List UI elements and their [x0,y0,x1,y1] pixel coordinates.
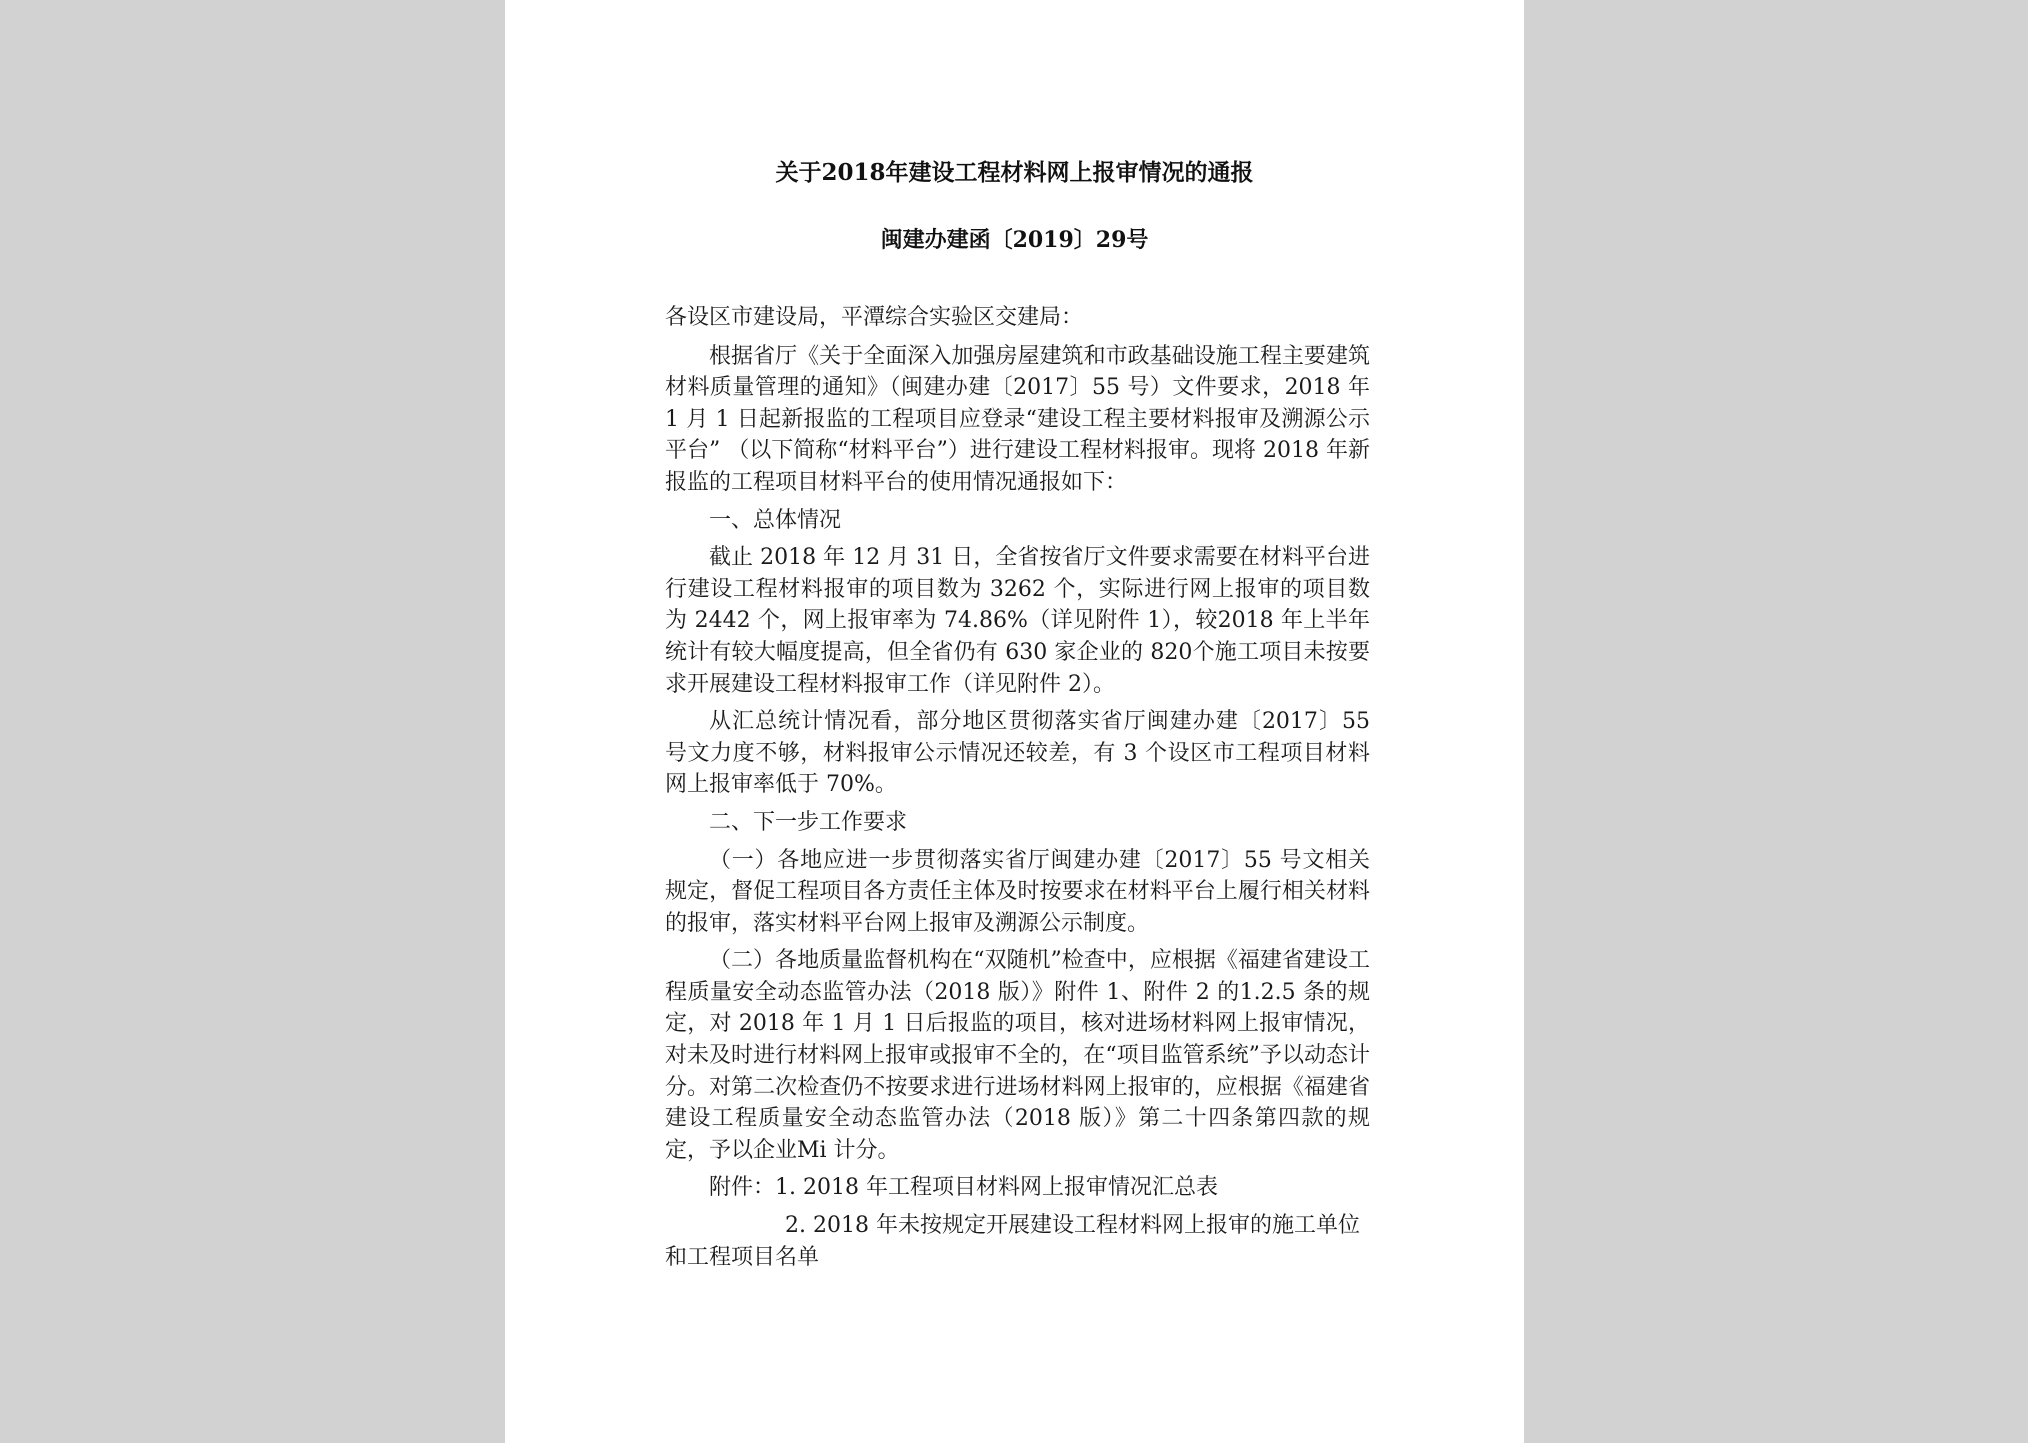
overview-paragraph-2: 从汇总统计情况看，部分地区贯彻落实省厅闽建办建〔2017〕55 号文力度不够，材料报审公示情况还较差，有 3 个设区市工程项目材料网上报审率低于 70%。 [665,709,1370,798]
attachment-2: 2. 2018 年未按规定开展建设工程材料网上报审的施工单位和工程项目名单 [665,1213,1360,1270]
document-page [505,0,1524,1443]
next-steps-item-2: （二）各地质量监督机构在“双随机”检查中，应根据《福建省建设工程质量安全动态监管办法（2018 版）》附件 1、附件 2 的1.2.5 条的规定，对 2018 年 1 月 1 日后报监的项目，核对进场材料网上报审情况，对未及时进行材料网上报审或报审不全的，在“项目监管系统”予以动态计分。对第二次检查仍不按要求进行进场材料网上报审的，应根据《福建省建设工程质量安全动态监管办法（2018 版）》第二十四条第四款的规定，予以企业Mi 计分。 [665,948,1370,1163]
document-body [665,302,1370,1273]
attachment-1: 附件：1. 2018 年工程项目材料网上报审情况汇总表 [709,1175,1218,1201]
document-title: 关于2018年建设工程材料网上报审情况的通报 [775,159,1254,186]
document-number: 闽建办建函〔2019〕29号 [880,227,1149,253]
overview-paragraph-1: 截止 2018 年 12 月 31 日，全省按省厅文件要求需要在材料平台进行建设工程材料报审的项目数为 3262 个，实际进行网上报审的项目数为 2442 个，网上报审率为 74.86%（详见附件 1），较2018 年上半年统计有较大幅度提高，但全省仍有 630 家企业的 820个施工项目未按要求开展建设工程材料报审工作（详见附件 2）。 [665,545,1370,697]
salutation: 各设区市建设局，平潭综合实验区交建局： [665,305,1084,330]
section-heading-overview: 一、总体情况 [709,507,842,533]
next-steps-item-1: （一）各地应进一步贯彻落实省厅闽建办建〔2017〕55 号文相关规定，督促工程项目各方责任主体及时按要求在材料平台上履行相关材料的报审，落实材料平台网上报审及溯源公示制度。 [665,847,1370,936]
intro-paragraph: 根据省厅《关于全面深入加强房屋建筑和市政基础设施工程主要建筑材料质量管理的通知》（闽建办建〔2017〕55 号）文件要求，2018 年 1 月 1 日起新报监的工程项目应登录“建设工程主要材料报审及溯源公示平台” （以下简称“材料平台”）进行建设工程材料报审。现将 2018 年新报监的工程项目材料平台的使用情况通报如下： [665,343,1370,495]
section-heading-next-steps: 二、下一步工作要求 [709,809,908,835]
